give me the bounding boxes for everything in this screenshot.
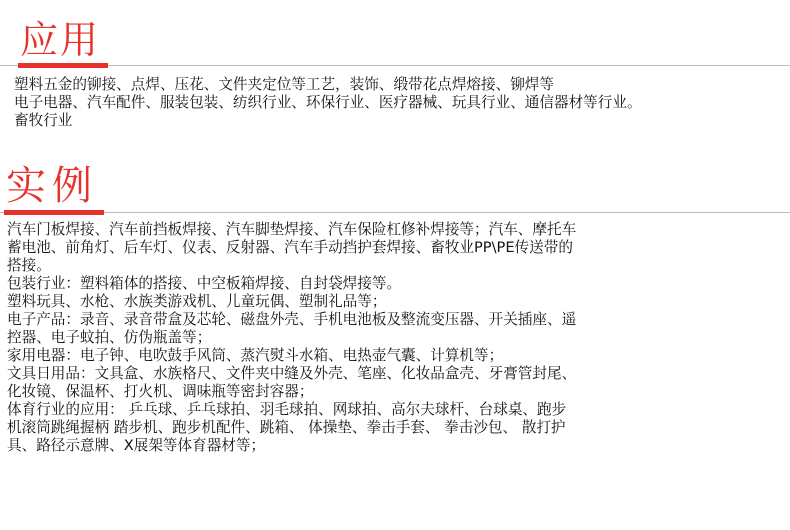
divider-line [0,212,790,213]
text-line: 家用电器：电子钟、电吹鼓手风筒、蒸汽熨斗水箱、电热壶气囊、计算机等； [7,347,504,364]
divider-accent [18,63,108,68]
text-line: 机滚筒跳绳握柄 踏步机、跑步机配件、跳箱、 体操垫、拳击手套、 拳击沙包、 散打护 [7,419,566,436]
text-line: 汽车门板焊接、汽车前挡板焊接、汽车脚垫焊接、汽车保险杠修补焊接等；汽车、摩托车 [7,221,577,238]
section-title-applications: 应用 [20,18,101,62]
divider-accent [4,210,104,215]
applications-text [14,76,784,130]
text-line: 体育行业的应用： 乒乓球、乒乓球拍、羽毛球拍、网球拍、高尔夫球杆、台球桌、跑步 [7,401,567,418]
text-line: 电子产品：录音、录音带盒及芯轮、磁盘外壳、手机电池板及整流变压器、开关插座、遥 [7,311,577,328]
text-line: 蓄电池、前角灯、后车灯、仪表、反射器、汽车手动挡护套焊接、畜牧业PP\PE传送带的 [7,239,573,256]
divider-line [0,65,790,66]
examples-text [7,221,784,455]
text-line: 文具日用品：文具盒、水族格尺、文件夹中缝及外壳、笔座、化妆品盒壳、牙膏管封尾、 [7,365,577,382]
text-line: 具、路径示意牌、X展架等体育器材等； [7,437,266,454]
text-line: 电子电器、汽车配件、服装包装、纺织行业、环保行业、医疗器械、玩具行业、通信器材等行业。 [14,94,642,111]
text-line: 塑料五金的铆接、点焊、压花、文件夹定位等工艺，装饰、缎带花点焊熔接、铆焊等 [14,76,554,93]
text-line: 化妆镜、保温杯、打火机、调味瓶等密封容器； [7,383,314,400]
section-divider-examples [0,207,790,219]
text-line: 包装行业：塑料箱体的搭接、中空板箱焊接、自封袋焊接等。 [7,275,402,292]
text-line: 畜牧行业 [14,112,73,129]
section-divider-applications [0,60,790,72]
text-line: 搭接。 [7,257,51,274]
text-line: 塑料玩具、水枪、水族类游戏机、儿童玩偶、塑制礼品等； [7,293,387,310]
section-title-examples: 实例 [6,163,98,209]
text-line: 控器、电子蚊拍、仿伪瓶盖等； [7,329,212,346]
